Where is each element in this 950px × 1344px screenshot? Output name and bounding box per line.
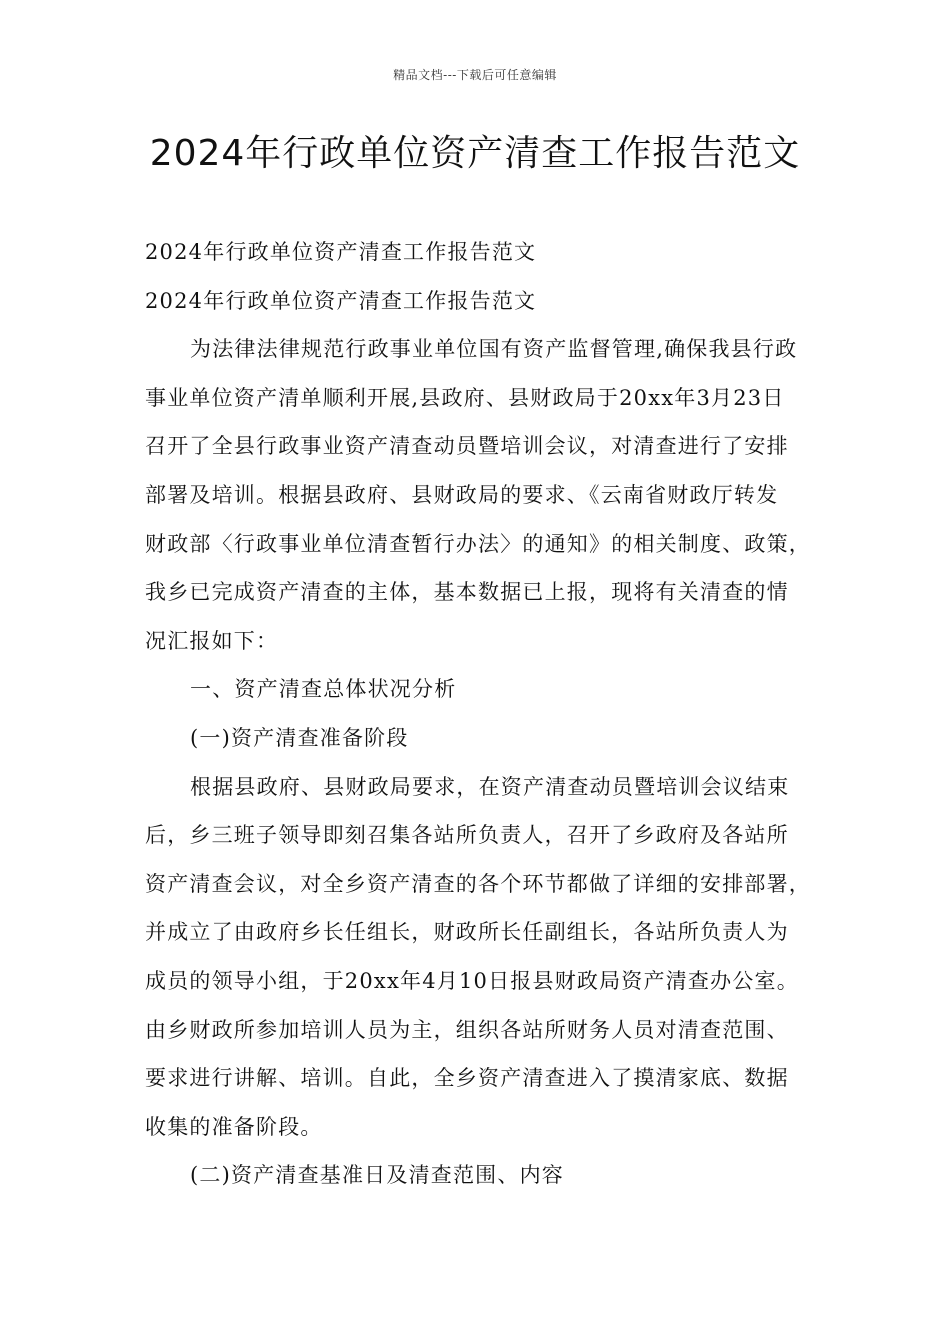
subtitle-line: 2024年行政单位资产清查工作报告范文 bbox=[145, 288, 537, 313]
document-body bbox=[145, 228, 810, 1200]
subtitle-line: 2024年行政单位资产清查工作报告范文 bbox=[145, 240, 537, 264]
paragraph-line: 由乡财政所参加培训人员为主，组织各站所财务人员对清查范围、 bbox=[145, 1017, 789, 1042]
paragraph-line: 根据县政府、县财政局要求，在资产清查动员暨培训会议结束 bbox=[190, 774, 790, 799]
paragraph-line: 我乡已完成资产清查的主体，基本数据已上报，现将有关清查的情 bbox=[145, 580, 789, 605]
paragraph-line: 部署及培训。根据县政府、县财政局的要求、《云南省财政厅转发 bbox=[145, 482, 779, 507]
subsection-heading: (二)资产清查基准日及清查范围、内容 bbox=[190, 1163, 564, 1188]
paragraph-line: 成员的领导小组，于20xx年4月10日报县财政局资产清查办公室。 bbox=[145, 968, 799, 993]
header-note: 精品文档---下载后可任意编辑 bbox=[393, 68, 557, 82]
paragraph-line: 况汇报如下： bbox=[145, 628, 279, 653]
paragraph-line: 要求进行讲解、培训。自此，全乡资产清查进入了摸清家底、数据 bbox=[145, 1066, 789, 1091]
section-heading: 一、资产清查总体状况分析 bbox=[190, 677, 457, 702]
paragraph-line: 资产清查会议，对全乡资产清查的各个环节都做了详细的安排部署， bbox=[145, 871, 811, 896]
paragraph-line: 召开了全县行政事业资产清查动员暨培训会议，对清查进行了安排 bbox=[145, 434, 789, 459]
paragraph-line: 事业单位资产清单顺利开展,县政府、县财政局于20xx年3月23日 bbox=[145, 385, 785, 410]
paragraph-line: 财政部〈行政事业单位清查暂行办法〉的通知》的相关制度、政策， bbox=[145, 531, 811, 556]
document-title: 2024年行政单位资产清查工作报告范文 bbox=[149, 133, 801, 174]
paragraph-line: 并成立了由政府乡长任组长，财政所长任副组长，各站所负责人为 bbox=[145, 920, 789, 945]
paragraph-line: 后，乡三班子领导即刻召集各站所负责人，召开了乡政府及各站所 bbox=[145, 823, 789, 848]
paragraph-line: 收集的准备阶段。 bbox=[145, 1114, 323, 1139]
subsection-heading: (一)资产清查准备阶段 bbox=[190, 725, 409, 750]
paragraph-line: 为法律法律规范行政事业单位国有资产监督管理,确保我县行政 bbox=[190, 337, 798, 362]
